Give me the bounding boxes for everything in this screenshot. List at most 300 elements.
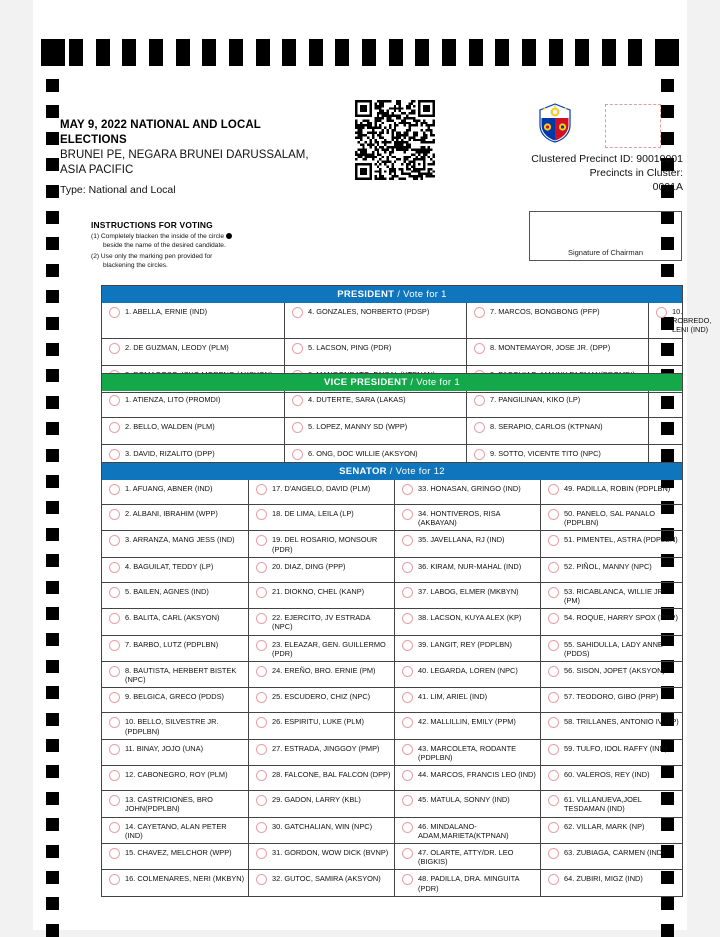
candidate-name: 62. VILLAR, MARK (NP) <box>564 821 645 831</box>
candidate-name: 33. HONASAN, GRINGO (IND) <box>418 484 521 493</box>
timing-mark <box>46 792 59 805</box>
candidate-option[interactable] <box>248 766 394 790</box>
candidate-option[interactable] <box>102 391 284 417</box>
candidate-name: 8. SERAPIO, CARLOS (KTPNAN) <box>490 422 603 431</box>
candidate-option[interactable] <box>394 583 540 608</box>
candidate-option[interactable] <box>248 791 394 816</box>
vote-oval[interactable] <box>548 484 559 495</box>
vote-oval[interactable] <box>109 692 120 703</box>
contest-title: VICE PRESIDENT <box>324 377 408 388</box>
vote-oval[interactable] <box>402 535 413 546</box>
timing-mark <box>282 39 296 66</box>
vote-oval[interactable] <box>109 422 120 433</box>
candidate-option[interactable] <box>540 505 682 530</box>
candidate-option[interactable] <box>102 766 248 790</box>
vote-oval[interactable] <box>402 587 413 598</box>
vote-oval[interactable] <box>256 822 267 833</box>
candidate-name: 7. BARBO, LUTZ (PDPLBN) <box>125 639 219 649</box>
candidate-name: 45. MATULA, SONNY (IND) <box>418 795 510 805</box>
vote-oval[interactable] <box>256 666 267 677</box>
election-title-line2: ELECTIONS <box>60 134 127 146</box>
vote-oval[interactable] <box>548 874 559 885</box>
vote-oval[interactable] <box>256 613 267 624</box>
candidate-option[interactable] <box>394 636 540 661</box>
candidate-name: 41. LIM, ARIEL (IND) <box>418 692 488 702</box>
vote-oval[interactable] <box>256 535 267 546</box>
timing-mark <box>46 211 59 224</box>
timing-mark <box>46 158 59 171</box>
candidate-name: 42. MALLILLIN, EMILY (PPM) <box>418 717 516 727</box>
vote-oval[interactable] <box>109 484 120 495</box>
vote-oval[interactable] <box>402 848 413 859</box>
timing-mark <box>46 924 59 937</box>
candidate-option[interactable] <box>248 844 394 869</box>
blank-dashed-box <box>605 104 661 148</box>
vote-oval[interactable] <box>109 770 120 781</box>
timing-mark <box>628 39 642 66</box>
vote-oval[interactable] <box>548 640 559 651</box>
candidate-name: 52. PIÑOL, MANNY (NPC) <box>564 561 652 571</box>
candidate-option[interactable] <box>540 740 682 765</box>
ballot-header <box>60 118 360 196</box>
vote-oval[interactable] <box>256 587 267 598</box>
contest-header-president <box>102 286 682 303</box>
candidate-option[interactable] <box>248 818 394 843</box>
candidate-name: 26. ESPIRITU, LUKE (PLM) <box>272 717 364 727</box>
vote-oval[interactable] <box>548 717 559 728</box>
candidate-name: 1. ABELLA, ERNIE (IND) <box>125 307 208 316</box>
timing-mark <box>389 39 403 66</box>
candidate-row <box>102 582 682 608</box>
candidate-name: 18. DE LIMA, LEILA (LP) <box>272 509 354 518</box>
candidate-row <box>102 843 682 869</box>
contest-vote-for: / Vote for 1 <box>394 289 447 300</box>
candidate-name: 5. LACSON, PING (PDR) <box>308 342 392 352</box>
filled-circle-icon <box>226 233 232 239</box>
vote-oval[interactable] <box>109 395 120 406</box>
candidate-row <box>102 687 682 712</box>
candidate-name: 8. BAUTISTA, HERBERT BISTEK (NPC) <box>125 666 237 685</box>
candidate-row <box>102 557 682 582</box>
candidate-option[interactable] <box>284 339 466 365</box>
candidate-option[interactable] <box>466 339 648 365</box>
candidate-name: 4. DUTERTE, SARA (LAKAS) <box>308 395 406 404</box>
candidate-row <box>102 417 682 444</box>
candidate-name: 61. VILLANUEVA,JOEL TESDAMAN (IND) <box>564 795 642 814</box>
candidate-option[interactable] <box>394 480 540 504</box>
candidate-option[interactable] <box>540 818 682 843</box>
timing-mark <box>256 39 270 66</box>
candidate-name: 17. D'ANGELO, DAVID (PLM) <box>272 484 371 493</box>
candidate-row <box>102 391 682 417</box>
vote-oval[interactable] <box>256 562 267 573</box>
candidate-row <box>102 661 682 687</box>
timing-mark <box>96 39 110 66</box>
contest-header-senator <box>102 463 682 480</box>
vote-oval[interactable] <box>109 640 120 651</box>
timing-mark <box>46 845 59 858</box>
timing-mark <box>655 39 679 66</box>
timing-mark <box>46 290 59 303</box>
vote-oval[interactable] <box>256 484 267 495</box>
candidate-name: 10. ROBREDO, LENI (IND) <box>672 307 712 335</box>
vote-oval[interactable] <box>402 874 413 885</box>
candidate-option[interactable] <box>540 791 682 816</box>
candidate-option[interactable] <box>466 391 648 417</box>
vote-oval[interactable] <box>292 395 303 406</box>
candidate-option[interactable] <box>540 844 682 869</box>
candidate-option[interactable] <box>648 303 713 338</box>
vote-oval[interactable] <box>256 717 267 728</box>
vote-oval[interactable] <box>109 307 120 318</box>
candidate-name: 11. BINAY, JOJO (UNA) <box>125 743 204 753</box>
vote-oval[interactable] <box>402 692 413 703</box>
candidate-name: 44. MARCOS, FRANCIS LEO (IND) <box>418 770 536 780</box>
vote-oval[interactable] <box>109 535 120 546</box>
timing-mark <box>46 713 59 726</box>
clustered-precinct-id: Clustered Precinct ID: 90010001 <box>531 153 683 165</box>
candidate-option[interactable] <box>102 791 248 816</box>
candidate-name: 50. PANELO, SAL PANALO (PDPLBN) <box>564 509 656 528</box>
candidate-option[interactable] <box>102 662 248 687</box>
candidate-option[interactable] <box>540 531 682 556</box>
timing-mark <box>46 554 59 567</box>
vote-oval[interactable] <box>548 848 559 859</box>
vote-oval[interactable] <box>402 484 413 495</box>
timing-mark <box>46 501 59 514</box>
vote-oval[interactable] <box>256 874 267 885</box>
candidate-grid <box>102 480 682 896</box>
candidate-option[interactable] <box>394 818 540 843</box>
candidate-option[interactable] <box>248 740 394 765</box>
vote-oval[interactable] <box>548 562 559 573</box>
candidate-option[interactable] <box>102 713 248 738</box>
candidate-name: 31. GORDON, WOW DICK (BVNP) <box>272 848 389 858</box>
candidate-name: 14. CAYETANO, ALAN PETER (IND) <box>125 821 227 840</box>
vote-oval[interactable] <box>109 613 120 624</box>
vote-oval[interactable] <box>109 848 120 859</box>
timing-mark <box>549 39 563 66</box>
candidate-row <box>102 712 682 738</box>
vote-oval[interactable] <box>474 307 485 318</box>
candidate-row <box>102 530 682 556</box>
candidate-name: 3. DAVID, RIZALITO (DPP) <box>125 449 215 458</box>
timing-mark <box>149 39 163 66</box>
candidate-option[interactable] <box>248 662 394 687</box>
vote-oval[interactable] <box>548 535 559 546</box>
instruction-2-text-cont: blackening the circles. <box>103 262 168 269</box>
vote-oval[interactable] <box>474 343 485 354</box>
candidate-option[interactable] <box>102 844 248 869</box>
precincts-in-cluster-label: Precincts in Cluster: <box>589 167 683 179</box>
candidate-name: 59. TULFO, IDOL RAFFY (IND) <box>564 743 668 753</box>
candidate-name: 36. KIRAM, NUR-MAHAL (IND) <box>418 561 522 571</box>
candidate-option[interactable] <box>248 505 394 530</box>
voting-instructions <box>91 220 341 270</box>
timing-mark <box>46 105 59 118</box>
candidate-option[interactable] <box>466 303 648 338</box>
vote-oval[interactable] <box>548 744 559 755</box>
vote-oval[interactable] <box>109 666 120 677</box>
candidate-name: 48. PADILLA, DRA. MINGUITA (PDR) <box>418 874 520 893</box>
candidate-name: 1. AFUANG, ABNER (IND) <box>125 484 213 493</box>
candidate-option[interactable] <box>102 688 248 712</box>
candidate-option[interactable] <box>540 766 682 790</box>
vote-oval[interactable] <box>256 770 267 781</box>
candidate-option[interactable] <box>102 870 248 895</box>
candidate-row <box>102 817 682 843</box>
vote-oval[interactable] <box>548 795 559 806</box>
timing-mark <box>661 132 674 145</box>
vote-oval[interactable] <box>292 307 303 318</box>
vote-oval[interactable] <box>292 343 303 354</box>
candidate-row <box>102 790 682 816</box>
candidate-option[interactable] <box>102 418 284 444</box>
vote-oval[interactable] <box>402 770 413 781</box>
vote-oval[interactable] <box>402 744 413 755</box>
vote-oval[interactable] <box>402 795 413 806</box>
candidate-option[interactable] <box>394 870 540 895</box>
candidate-name: 24. EREÑO, BRO. ERNIE (PM) <box>272 666 376 676</box>
vote-oval[interactable] <box>256 848 267 859</box>
candidate-option[interactable] <box>284 418 466 444</box>
candidate-name: 49. PADILLA, ROBIN (PDPLBN) <box>564 484 671 493</box>
candidate-name: 38. LACSON, KUYA ALEX (KP) <box>418 613 522 623</box>
candidate-option[interactable] <box>102 303 284 338</box>
vote-oval[interactable] <box>548 822 559 833</box>
candidate-option[interactable] <box>102 558 248 582</box>
vote-oval[interactable] <box>292 422 303 433</box>
precinct-info <box>433 152 683 194</box>
candidate-option[interactable] <box>102 609 248 634</box>
chairman-signature-box[interactable] <box>529 211 682 261</box>
timing-mark <box>602 39 616 66</box>
empty-cell <box>648 339 682 365</box>
vote-oval[interactable] <box>402 666 413 677</box>
instruction-2-text: (2) Use only the marking pen provided for <box>91 253 213 260</box>
vote-oval[interactable] <box>109 744 120 755</box>
vote-oval[interactable] <box>656 307 667 318</box>
vote-oval[interactable] <box>402 822 413 833</box>
instruction-1-text-cont: beside the name of the desired candidate. <box>103 242 226 249</box>
candidate-option[interactable] <box>248 531 394 556</box>
vote-oval[interactable] <box>548 587 559 598</box>
candidate-name: 9. SOTTO, VICENTE TITO (NPC) <box>490 449 601 458</box>
timing-mark <box>46 633 59 646</box>
vote-oval[interactable] <box>548 770 559 781</box>
candidate-option[interactable] <box>102 531 248 556</box>
timing-mark <box>202 39 216 66</box>
candidate-option[interactable] <box>102 480 248 504</box>
candidate-name: 20. DIAZ, DING (PPP) <box>272 561 346 571</box>
candidate-option[interactable] <box>394 791 540 816</box>
candidate-name: 15. CHAVEZ, MELCHOR (WPP) <box>125 848 232 858</box>
candidate-option[interactable] <box>540 688 682 712</box>
candidate-option[interactable] <box>394 766 540 790</box>
candidate-option[interactable] <box>540 713 682 738</box>
vote-oval[interactable] <box>548 666 559 677</box>
candidate-name: 34. HONTIVEROS, RISA (AKBAYAN) <box>418 509 501 528</box>
candidate-option[interactable] <box>248 688 394 712</box>
timing-mark <box>522 39 536 66</box>
timing-mark <box>442 39 456 66</box>
candidate-name: 56. SISON, JOPET (AKSYON) <box>564 666 665 676</box>
timing-mark <box>309 39 323 66</box>
candidate-name: 9. BELGICA, GRECO (PDDS) <box>125 692 224 702</box>
timing-mark <box>46 343 59 356</box>
candidate-option[interactable] <box>540 558 682 582</box>
candidate-option[interactable] <box>248 636 394 661</box>
timing-mark <box>46 660 59 673</box>
timing-mark <box>229 39 243 66</box>
timing-mark <box>46 185 59 198</box>
candidate-name: 64. ZUBIRI, MIGZ (IND) <box>564 874 643 884</box>
candidate-name: 55. SAHIDULLA, LADY ANNE (PDDS) <box>564 639 663 658</box>
candidate-name: 37. LABOG, ELMER (MKBYN) <box>418 586 519 596</box>
candidate-option[interactable] <box>102 818 248 843</box>
empty-cell <box>648 391 682 417</box>
candidate-option[interactable] <box>394 713 540 738</box>
candidate-name: 8. MONTEMAYOR, JOSE JR. (DPP) <box>490 342 611 352</box>
candidate-name: 13. CASTRICIONES, BRO JOHN(PDPLBN) <box>125 795 213 814</box>
contest-vice-president <box>101 373 683 472</box>
candidate-option[interactable] <box>394 609 540 634</box>
timing-mark <box>362 39 376 66</box>
candidate-option[interactable] <box>102 740 248 765</box>
timing-mark <box>46 871 59 884</box>
vote-oval[interactable] <box>292 449 303 460</box>
timing-mark <box>335 39 349 66</box>
candidate-option[interactable] <box>540 480 682 504</box>
empty-cell <box>648 418 682 444</box>
candidate-option[interactable] <box>248 609 394 634</box>
vote-oval[interactable] <box>109 343 120 354</box>
timing-mark <box>46 581 59 594</box>
vote-oval[interactable] <box>109 717 120 728</box>
timing-mark <box>46 369 59 382</box>
qr-code <box>355 100 435 180</box>
candidate-option[interactable] <box>394 531 540 556</box>
timing-mark <box>46 449 59 462</box>
vote-oval[interactable] <box>402 562 413 573</box>
candidate-option[interactable] <box>284 303 466 338</box>
vote-oval[interactable] <box>109 795 120 806</box>
candidate-option[interactable] <box>102 339 284 365</box>
candidate-option[interactable] <box>394 844 540 869</box>
candidate-name: 1. ATIENZA, LITO (PROMDI) <box>125 395 221 404</box>
candidate-option[interactable] <box>394 662 540 687</box>
candidate-name: 60. VALEROS, REY (IND) <box>564 770 650 780</box>
vote-oval[interactable] <box>256 744 267 755</box>
vote-oval[interactable] <box>109 449 120 460</box>
vote-oval[interactable] <box>256 692 267 703</box>
candidate-option[interactable] <box>540 583 682 608</box>
timing-mark <box>661 264 674 277</box>
timing-mark <box>46 686 59 699</box>
candidate-name: 58. TRILLANES, ANTONIO IV (LP) <box>564 717 679 727</box>
vote-oval[interactable] <box>402 613 413 624</box>
candidate-row <box>102 480 682 504</box>
candidate-option[interactable] <box>394 505 540 530</box>
candidate-option[interactable] <box>102 636 248 661</box>
vote-oval[interactable] <box>474 395 485 406</box>
timing-mark <box>176 39 190 66</box>
vote-oval[interactable] <box>548 613 559 624</box>
candidate-option[interactable] <box>102 583 248 608</box>
candidate-name: 30. GATCHALIAN, WIN (NPC) <box>272 821 373 831</box>
vote-oval[interactable] <box>402 640 413 651</box>
vote-oval[interactable] <box>474 422 485 433</box>
vote-oval[interactable] <box>548 692 559 703</box>
timing-mark <box>661 897 674 910</box>
candidate-name: 46. MINDALANO-ADAM,MARIETA(KTPNAN) <box>418 821 509 840</box>
candidate-name: 2. DE GUZMAN, LEODY (PLM) <box>125 342 229 352</box>
vote-oval[interactable] <box>109 562 120 573</box>
instruction-1-text: (1) Completely blacken the inside of the circle <box>91 233 225 240</box>
vote-oval[interactable] <box>109 822 120 833</box>
timing-mark <box>661 105 674 118</box>
timing-mark <box>46 739 59 752</box>
vote-oval[interactable] <box>256 795 267 806</box>
candidate-name: 19. DEL ROSARIO, MONSOUR (PDR) <box>272 535 378 554</box>
candidate-option[interactable] <box>284 391 466 417</box>
candidate-option[interactable] <box>248 558 394 582</box>
candidate-name: 28. FALCONE, BAL FALCON (DPP) <box>272 770 391 780</box>
timing-mark <box>46 528 59 541</box>
timing-mark <box>69 39 83 66</box>
candidate-option[interactable] <box>540 662 682 687</box>
candidate-option[interactable] <box>540 609 682 634</box>
vote-oval[interactable] <box>402 509 413 520</box>
vote-oval[interactable] <box>548 509 559 520</box>
timing-mark <box>575 39 589 66</box>
candidate-name: 5. BAILEN, AGNES (IND) <box>125 586 209 596</box>
vote-oval[interactable] <box>109 509 120 520</box>
candidate-option[interactable] <box>394 688 540 712</box>
vote-oval[interactable] <box>402 717 413 728</box>
timing-mark <box>122 39 136 66</box>
candidate-option[interactable] <box>394 558 540 582</box>
candidate-name: 2. BELLO, WALDEN (PLM) <box>125 422 215 431</box>
candidate-option[interactable] <box>248 870 394 895</box>
timing-mark <box>415 39 429 66</box>
candidate-option[interactable] <box>248 583 394 608</box>
location-line2: ASIA PACIFIC <box>60 164 134 176</box>
timing-mark <box>46 237 59 250</box>
candidate-option[interactable] <box>466 418 648 444</box>
candidate-option[interactable] <box>248 480 394 504</box>
vote-oval[interactable] <box>256 509 267 520</box>
candidate-option[interactable] <box>102 505 248 530</box>
candidate-option[interactable] <box>540 870 682 895</box>
vote-oval[interactable] <box>474 449 485 460</box>
election-title-line1: MAY 9, 2022 NATIONAL AND LOCAL <box>60 119 261 131</box>
contest-vote-for: / Vote for 1 <box>407 377 460 388</box>
candidate-option[interactable] <box>394 740 540 765</box>
timing-mark <box>469 39 483 66</box>
timing-mark <box>46 422 59 435</box>
vote-oval[interactable] <box>109 587 120 598</box>
vote-oval[interactable] <box>109 874 120 885</box>
candidate-name: 16. COLMENARES, NERI (MKBYN) <box>125 874 245 884</box>
contest-title: SENATOR <box>339 466 387 477</box>
candidate-option[interactable] <box>540 636 682 661</box>
vote-oval[interactable] <box>256 640 267 651</box>
contest-title: PRESIDENT <box>337 289 395 300</box>
candidate-grid <box>102 391 682 471</box>
timing-mark <box>46 264 59 277</box>
candidate-option[interactable] <box>248 713 394 738</box>
